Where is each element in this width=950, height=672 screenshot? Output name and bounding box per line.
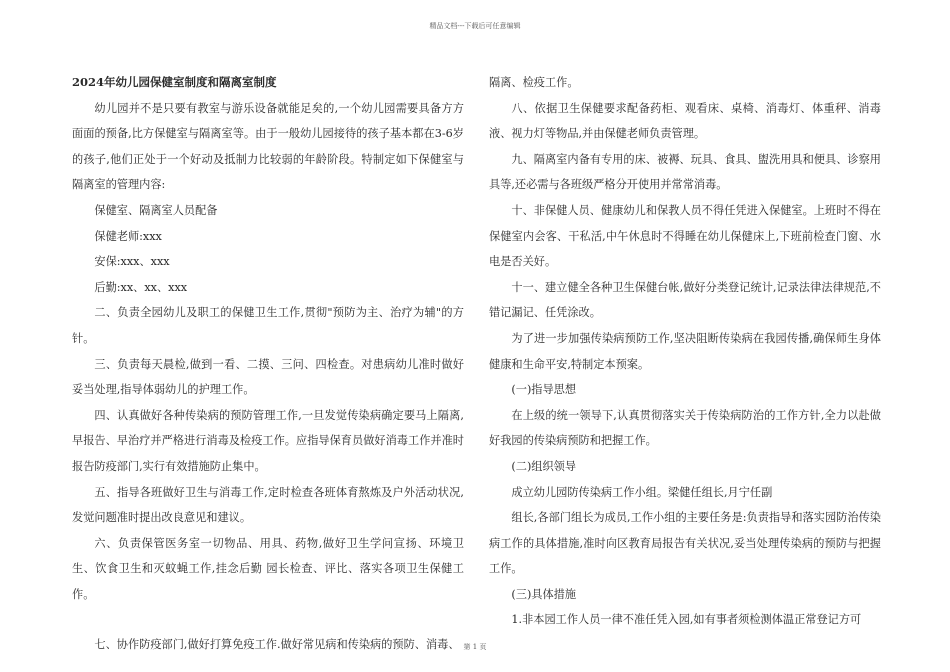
section-heading: (三)具体措施: [511, 587, 577, 601]
paragraph: 十一、建立健全各种卫生保健台帐,做好分类登记统计,记录法律法律规范,不错记漏记、任凭涂改。: [489, 280, 881, 320]
paragraph: 十、非保健人员、健康幼儿和保教人员不得任凭进入保健室。上班时不得在保健室内会客、干私活,中午休息时不得睡在幼儿保健床上,下班前检查门窗、水电是否关好。: [489, 203, 881, 269]
paragraph: 九、隔离室内备有专用的床、被褥、玩具、食具、盥洗用具和便具、诊察用具等,还必需与各班级严格分开使用并常常消毒。: [489, 152, 881, 192]
paragraph: 保健老师:xxx: [94, 229, 162, 243]
paragraph: 安保:xxx、xxx: [94, 255, 170, 269]
paragraph-continuation: 隔离、检疫工作。: [489, 76, 579, 89]
paragraph: 六、负责保管医务室一切物品、用具、药物,做好卫生学问宣扬、环境卫生、饮食卫生和灭蚊蝇工作,挂念后勤 园长检查、评比、落实各项卫生保健工作。: [72, 536, 464, 601]
section-heading: (一)指导思想: [511, 383, 577, 397]
document-title: 2024年幼儿园保健室制度和隔离室制度: [72, 75, 277, 89]
paragraph: 保健室、隔离室人员配备: [94, 203, 218, 217]
paragraph: 幼儿园并不是只要有教室与游乐设备就能足矣的,一个幼儿园需要具备方方面面的预备,比方保健室与隔离室等。由于一般幼儿园接待的孩子基本都在3-6岁的孩子,他们正处于一个好动及抵制力比较弱的年龄阶段。特制定如下保健室与隔离室的管理内容:: [72, 101, 464, 192]
header-note: 精品文档---下载后可任意编辑: [429, 22, 521, 30]
paragraph: 八、依据卫生保健要求配备药柜、观看床、桌椅、消毒灯、体重秤、消毒液、视力灯等物品,并由保健老师负责管理。: [489, 101, 881, 141]
section-heading: (二)组织领导: [511, 459, 577, 473]
paragraph: 1.非本园工作人员一律不准任凭入园,如有事者须检测体温正常登记方可: [511, 613, 862, 627]
paragraph: 成立幼儿园防传染病工作小组。梁健任组长,月宁任副: [511, 485, 773, 499]
paragraph: 七、协作防疫部门,做好打算免疫工作.做好常见病和传染病的预防、消毒、: [94, 638, 460, 652]
paragraph: 组长,各部门组长为成员,工作小组的主要任务是:负责指导和落实园防治传染病工作的具体措施,准时向区教育局报告有关状况,妥当处理传染病的预防与把握工作。: [489, 511, 881, 576]
paragraph: 四、认真做好各种传染病的预防管理工作,一旦发觉传染病确定要马上隔离,早报告、早治疗并严格进行消毒及检疫工作。应指导保育员做好消毒工作并准时报告防疫部门,实行有效措施防止集中。: [72, 408, 464, 473]
page-number: 第 1 页: [463, 643, 487, 651]
paragraph: 在上级的统一领导下,认真贯彻落实关于传染病防治的工作方针,全力以赴做好我园的传染病预防和把握工作。: [489, 408, 881, 448]
paragraph: 后勤:xx、xx、xxx: [94, 280, 188, 294]
paragraph: 五、指导各班做好卫生与消毒工作,定时检查各班体育熬炼及户外活动状况,发觉问题准时提出改良意见和建议。: [72, 485, 464, 525]
paragraph: 二、负责全园幼儿及职工的保健卫生工作,贯彻"预防为主、治疗为辅"的方针。: [72, 306, 464, 345]
left-column: [72, 70, 464, 658]
paragraph: 三、负责每天晨检,做到一看、二摸、三问、四检查。对患病幼儿准时做好妥当处理,指导体弱幼儿的护理工作。: [72, 357, 464, 397]
right-column: [489, 70, 881, 633]
paragraph: 为了进一步加强传染病预防工作,坚决阻断传染病在我园传播,确保师生身体健康和生命平安,特制定本预案。: [489, 331, 881, 371]
